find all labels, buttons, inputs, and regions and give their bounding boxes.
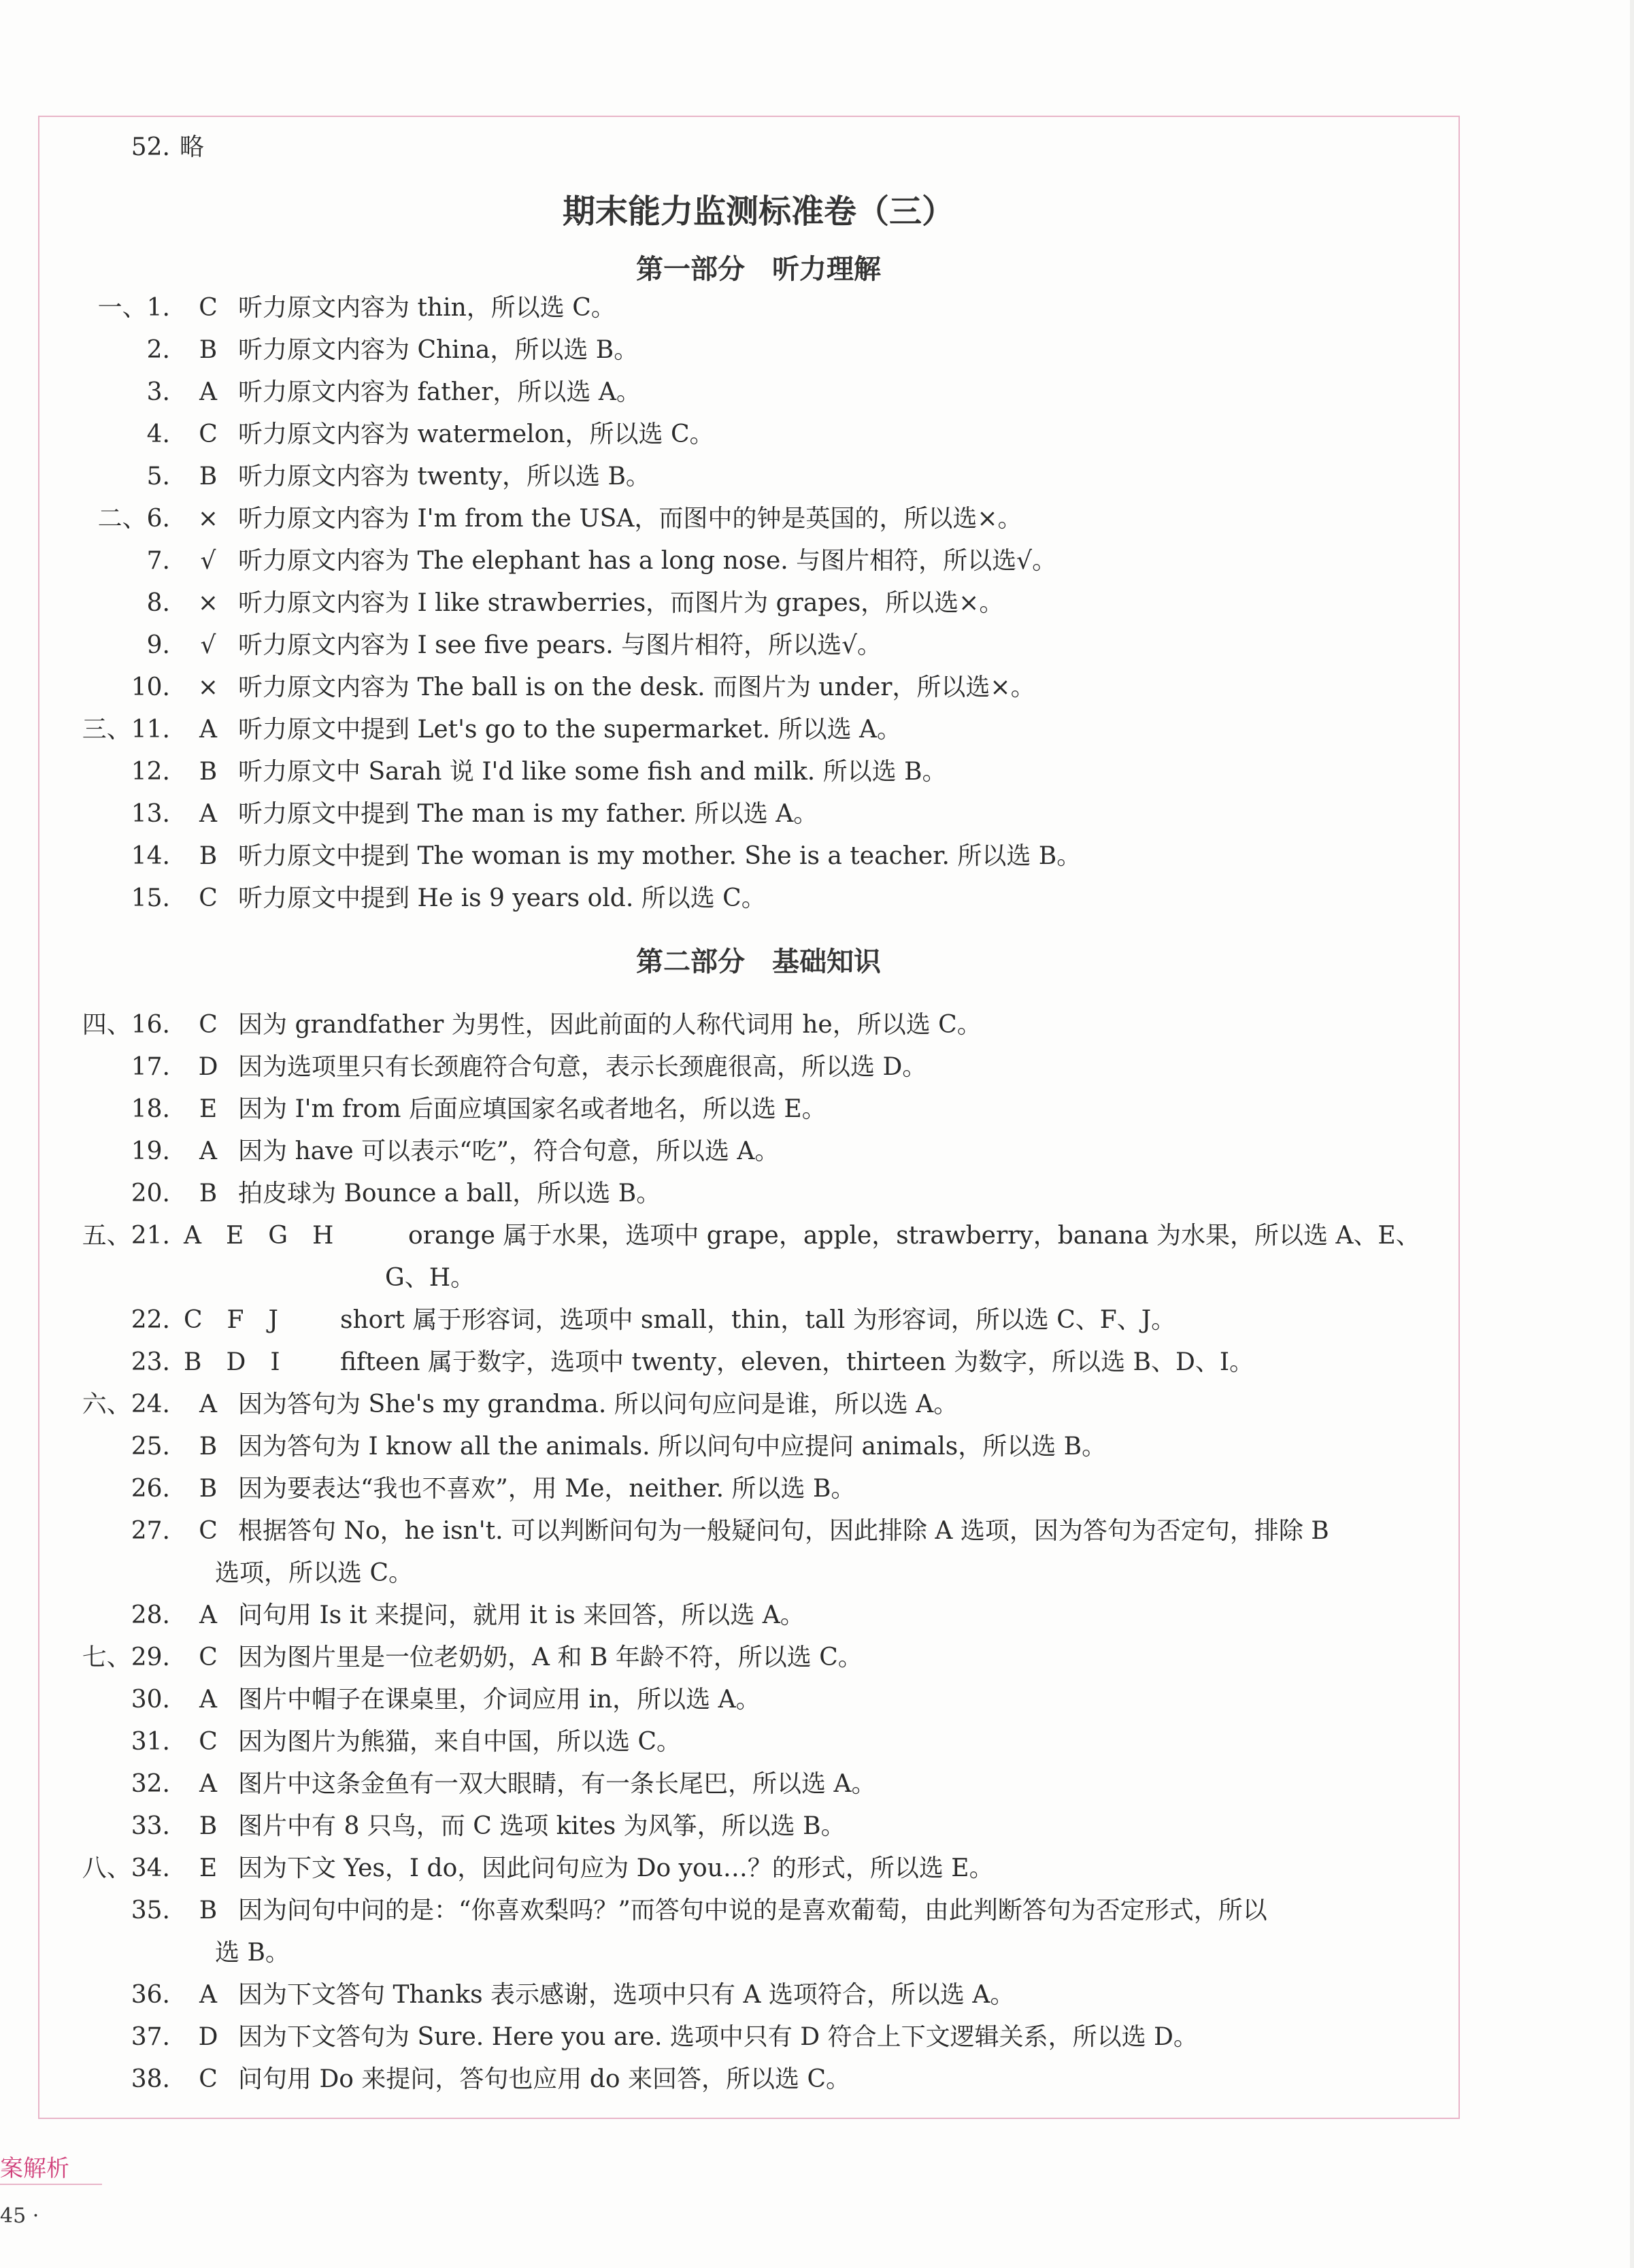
item-explanation: 听力原文内容为 twenty，所以选 B。 <box>238 463 650 490</box>
item-number: 12. <box>131 758 170 786</box>
item-explanation: 听力原文内容为 watermelon，所以选 C。 <box>238 420 714 448</box>
item-answer: A <box>199 1137 217 1165</box>
item-explanation: 听力原文中 Sarah 说 I'd like some fish and milk. 所以选 B。 <box>238 758 947 786</box>
item-explanation: 问句用 Do 来提问，答句也应用 do 来回答，所以选 C。 <box>238 2065 851 2093</box>
item-explanation: 根据答句 No，he isn't. 可以判断问句为一般疑问句，因此排除 A 选项，因为答句为否定句，排除 B <box>238 1517 1329 1545</box>
item-number: 20. <box>131 1180 170 1207</box>
item-number: 35. <box>131 1897 170 1924</box>
item-number: 15. <box>131 884 170 912</box>
page-edge <box>1630 0 1634 2268</box>
item-number: 28. <box>131 1601 170 1629</box>
item-answer: E <box>199 1095 218 1123</box>
item-explanation-continued: 选 B。 <box>215 1939 290 1967</box>
item-answer: 略 <box>179 133 204 161</box>
item-number: 30. <box>131 1686 170 1714</box>
item-answer: × <box>197 505 219 533</box>
item-answer: A E G H <box>184 1222 334 1250</box>
item-number: 18. <box>131 1095 170 1123</box>
item-answer: B <box>199 1475 218 1503</box>
item-number: 5. <box>146 463 170 490</box>
item-explanation: 因为下文答句为 Sure. Here you are. 选项中只有 D 符合上下文逻辑关系，所以选 D。 <box>238 2023 1198 2051</box>
item-explanation: 因为答句为 I know all the animals. 所以问句中应提问 animals，所以选 B。 <box>238 1433 1107 1461</box>
item-explanation: 因为图片里是一位老奶奶，A 和 B 年龄不符，所以选 C。 <box>238 1644 863 1671</box>
item-answer: C <box>199 1011 218 1039</box>
item-number: 7. <box>146 547 170 575</box>
paper-title: 期末能力监测标准卷（三） <box>562 193 954 231</box>
item-number: 9. <box>146 631 170 659</box>
item-answer: B <box>199 1180 218 1207</box>
item-explanation: 图片中有 8 只鸟，而 C 选项 kites 为风筝，所以选 B。 <box>238 1812 846 1840</box>
item-answer: × <box>197 589 219 617</box>
item-explanation: 图片中帽子在课桌里，介词应用 in，所以选 A。 <box>238 1686 761 1714</box>
page-number: 45 · <box>0 2204 39 2228</box>
item-number: 五、21. <box>82 1222 170 1250</box>
item-explanation: 因为要表达“我也不喜欢”，用 Me，neither. 所以选 B。 <box>238 1475 856 1503</box>
item-number: 22. <box>131 1306 170 1334</box>
item-answer: B D I <box>184 1348 280 1376</box>
item-number: 二、6. <box>97 505 170 533</box>
item-explanation: short 属于形容词，选项中 small，thin，tall 为形容词，所以选 C、F、J。 <box>340 1306 1176 1334</box>
item-explanation: 听力原文内容为 I see five pears. 与图片相符，所以选√。 <box>238 631 882 659</box>
footer-brand: 案解析 <box>0 2155 69 2182</box>
item-explanation: 问句用 Is it 来提问，就用 it is 来回答，所以选 A。 <box>238 1601 805 1629</box>
item-explanation: 因为 have 可以表示“吃”，符合句意，所以选 A。 <box>238 1137 780 1165</box>
item-number: 2. <box>146 336 170 364</box>
item-explanation: 因为 grandfather 为男性，因此前面的人称代词用 he，所以选 C。 <box>238 1011 982 1039</box>
item-number: 25. <box>131 1433 170 1461</box>
item-answer: D <box>198 2023 218 2051</box>
item-answer: A <box>199 1686 217 1714</box>
item-answer: A <box>199 1981 217 2009</box>
item-answer: × <box>197 673 219 701</box>
item-explanation: 听力原文中提到 The man is my father. 所以选 A。 <box>238 800 818 828</box>
item-number: 七、29. <box>82 1644 170 1671</box>
item-answer: C <box>199 2065 218 2093</box>
item-explanation-continued: 选项，所以选 C。 <box>215 1559 413 1587</box>
item-answer: A <box>199 378 217 406</box>
item-explanation: 听力原文中提到 He is 9 years old. 所以选 C。 <box>238 884 766 912</box>
footer-divider <box>0 2184 102 2185</box>
item-explanation: 听力原文中提到 Let's go to the supermarket. 所以选 A。 <box>238 716 902 744</box>
item-answer: √ <box>200 547 216 575</box>
item-explanation: 听力原文中提到 The woman is my mother. She is a teacher. 所以选 B。 <box>238 842 1082 870</box>
item-explanation: 图片中这条金鱼有一双大眼睛，有一条长尾巴，所以选 A。 <box>238 1770 876 1798</box>
item-number: 52. <box>131 133 170 161</box>
item-number: 8. <box>146 589 170 617</box>
item-explanation: 因为下文 Yes，I do，因此问句应为 Do you…？的形式，所以选 E。 <box>238 1854 994 1882</box>
item-number: 31. <box>131 1728 170 1756</box>
item-explanation: 听力原文内容为 China，所以选 B。 <box>238 336 639 364</box>
item-answer: √ <box>200 631 216 659</box>
item-answer: B <box>199 758 218 786</box>
item-answer: B <box>199 842 218 870</box>
item-explanation: 听力原文内容为 The ball is on the desk. 而图片为 under，所以选×。 <box>238 673 1035 701</box>
item-number: 36. <box>131 1981 170 2009</box>
item-answer: C <box>199 420 218 448</box>
item-answer: C <box>199 1517 218 1545</box>
item-answer: A <box>199 1770 217 1798</box>
item-explanation: 听力原文内容为 thin，所以选 C。 <box>238 294 616 322</box>
item-explanation: orange 属于水果，选项中 grape，apple，strawberry，banana 为水果，所以选 A、E、 <box>408 1222 1420 1250</box>
item-number: 四、16. <box>82 1011 170 1039</box>
item-number: 19. <box>131 1137 170 1165</box>
item-answer: A <box>199 800 217 828</box>
item-explanation: 拍皮球为 Bounce a ball，所以选 B。 <box>238 1180 661 1207</box>
item-number: 38. <box>131 2065 170 2093</box>
item-number: 14. <box>131 842 170 870</box>
item-answer: B <box>199 1433 218 1461</box>
item-answer: A <box>199 716 217 744</box>
item-explanation: 因为下文答句 Thanks 表示感谢，选项中只有 A 选项符合，所以选 A。 <box>238 1981 1015 2009</box>
item-answer: B <box>199 463 218 490</box>
item-explanation: 因为选项里只有长颈鹿符合句意，表示长颈鹿很高，所以选 D。 <box>238 1053 927 1081</box>
item-number: 一、1. <box>97 294 170 322</box>
item-explanation: 因为答句为 She's my grandma. 所以问句应问是谁，所以选 A。 <box>238 1390 958 1418</box>
part1-title: 第一部分 听力理解 <box>636 254 881 285</box>
item-answer: A <box>199 1390 217 1418</box>
item-number: 26. <box>131 1475 170 1503</box>
item-number: 17. <box>131 1053 170 1081</box>
item-explanation: 听力原文内容为 The elephant has a long nose. 与图片相符，所以选√。 <box>238 547 1057 575</box>
item-number: 27. <box>131 1517 170 1545</box>
item-number: 37. <box>131 2023 170 2051</box>
item-explanation: 因为问句中问的是：“你喜欢梨吗？”而答句中说的是喜欢葡萄，由此判断答句为否定形式，所以 <box>238 1897 1267 1924</box>
item-answer: D <box>198 1053 218 1081</box>
item-answer: C F J <box>184 1306 278 1334</box>
item-number: 八、34. <box>82 1854 170 1882</box>
item-answer: A <box>199 1601 217 1629</box>
item-answer: C <box>199 1728 218 1756</box>
item-explanation: 听力原文内容为 father，所以选 A。 <box>238 378 641 406</box>
item-explanation: 因为图片为熊猫，来自中国，所以选 C。 <box>238 1728 681 1756</box>
item-answer: B <box>199 1812 218 1840</box>
item-explanation: 听力原文内容为 I'm from the USA，而图中的钟是英国的，所以选×。 <box>238 505 1022 533</box>
item-explanation: fifteen 属于数字，选项中 twenty，eleven，thirteen 为数字，所以选 B、D、I。 <box>340 1348 1254 1376</box>
item-number: 4. <box>146 420 170 448</box>
item-number: 23. <box>131 1348 170 1376</box>
item-number: 13. <box>131 800 170 828</box>
item-number: 三、11. <box>82 716 170 744</box>
item-answer: C <box>199 1644 218 1671</box>
item-number: 33. <box>131 1812 170 1840</box>
item-answer: C <box>199 884 218 912</box>
part2-title: 第二部分 基础知识 <box>636 946 881 978</box>
item-answer: C <box>199 294 218 322</box>
item-explanation: 因为 I'm from 后面应填国家名或者地名，所以选 E。 <box>238 1095 827 1123</box>
item-number: 3. <box>146 378 170 406</box>
item-answer: B <box>199 336 218 364</box>
item-answer: B <box>199 1897 218 1924</box>
item-number: 32. <box>131 1770 170 1798</box>
item-number: 10. <box>131 673 170 701</box>
item-explanation: 听力原文内容为 I like strawberries，而图片为 grapes，所以选×。 <box>238 589 1004 617</box>
item-number: 六、24. <box>82 1390 170 1418</box>
item-explanation-continued: G、H。 <box>385 1264 476 1292</box>
item-answer: E <box>199 1854 218 1882</box>
